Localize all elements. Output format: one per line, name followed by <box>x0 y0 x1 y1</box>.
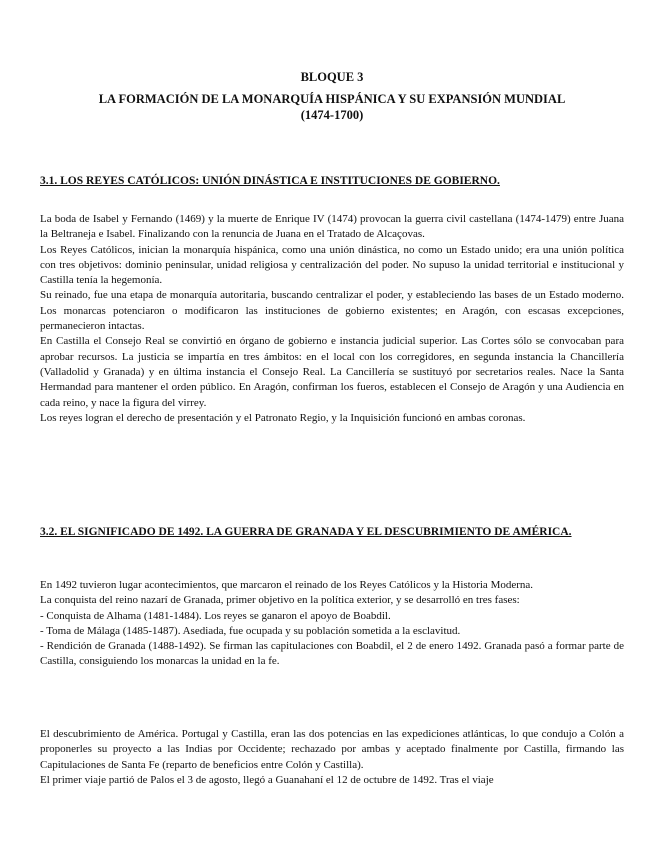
list-item: - Conquista de Alhama (1481-1484). Los reyes se ganaron el apoyo de Boabdil. <box>40 609 391 622</box>
section-2-body <box>40 578 624 670</box>
paragraph: Los Reyes Católicos, inician la monarquía hispánica, como una unión dinástica, no como un Estado unido; era una unión política con tres objetivos: dominio peninsular, unidad religiosa y centralización del poder. No supuso la unidad territorial e institucional y Castilla tenía la hegemonía. <box>40 243 624 287</box>
list-item: - Toma de Málaga (1485-1487). Asediada, fue ocupada y su población sometida a la esclavitud. <box>40 624 461 637</box>
block-label: BLOQUE 3 <box>300 70 364 84</box>
document-dates: (1474-1700) <box>300 108 364 122</box>
document-title: LA FORMACIÓN DE LA MONARQUÍA HISPÁNICA Y SU EXPANSIÓN MUNDIAL <box>98 92 566 106</box>
section-1-body <box>40 212 624 426</box>
paragraph: En Castilla el Consejo Real se convirtió en órgano de gobierno e instancia judicial superior. Las Cortes sólo se convocaban para aprobar recursos. La justicia se impartía en tres ámbitos: en el local con los corregidores, en segunda instancia la Chancillería (Valladolid y Granada) y en última instancia el Consejo Real. La Cancillería se sustituyó por secretarios reales. Nace la Santa Hermandad para mantener el orden público. En Aragón, confirman los fueros, establecen el Consejo de Aragón y una Audiencia en cada reino, y nace la figura del virrey. <box>40 335 624 409</box>
section-2-body-continued <box>40 727 624 788</box>
list-item: - Rendición de Granada (1488-1492). Se firman las capitulaciones con Boabdil, el 2 de enero 1492. Granada pasó a formar parte de Castilla, consiguiendo los monarcas la unidad en la fe. <box>40 640 624 668</box>
section-2-heading: 3.2. EL SIGNIFICADO DE 1492. LA GUERRA DE GRANADA Y EL DESCUBRIMIENTO DE AMÉRICA. <box>40 526 572 538</box>
paragraph: Su reinado, fue una etapa de monarquía autoritaria, buscando centralizar el poder, y estableciendo las bases de un Estado moderno. Los monarcas potenciaron o modificaron las instituciones de gobierno existentes; en Aragón, con escasas excepciones, permanecieron intactas. <box>40 289 624 333</box>
section-1-heading: 3.1. LOS REYES CATÓLICOS: UNIÓN DINÁSTICA E INSTITUCIONES DE GOBIERNO. <box>40 175 500 187</box>
paragraph: La boda de Isabel y Fernando (1469) y la muerte de Enrique IV (1474) provocan la guerra civil castellana (1474-1479) entre Juana la Beltraneja e Isabel. Finalizando con la renuncia de Juana en el Tratado de Alcaçovas. <box>40 213 624 241</box>
paragraph: El descubrimiento de América. Portugal y Castilla, eran las dos potencias en las expediciones atlánticas, lo que condujo a Colón a proponerles su proyecto a las Indias por Occidente; rechazado por ambas y aceptado finalmente por Castilla, firmando las Capitulaciones de Santa Fe (reparto de beneficios entre Colón y Castilla). <box>40 728 624 771</box>
paragraph: El primer viaje partió de Palos el 3 de agosto, llegó a Guanahaní el 12 de octubre de 1492. Tras el viaje <box>40 773 494 786</box>
paragraph: En 1492 tuvieron lugar acontecimientos, que marcaron el reinado de los Reyes Católicos y la Historia Moderna. <box>40 579 534 591</box>
paragraph: La conquista del reino nazarí de Granada, primer objetivo en la política exterior, y se desarrolló en tres fases: <box>40 594 520 607</box>
paragraph: Los reyes logran el derecho de presentación y el Patronato Regio, y la Inquisición funcionó en ambas coronas. <box>40 411 526 424</box>
